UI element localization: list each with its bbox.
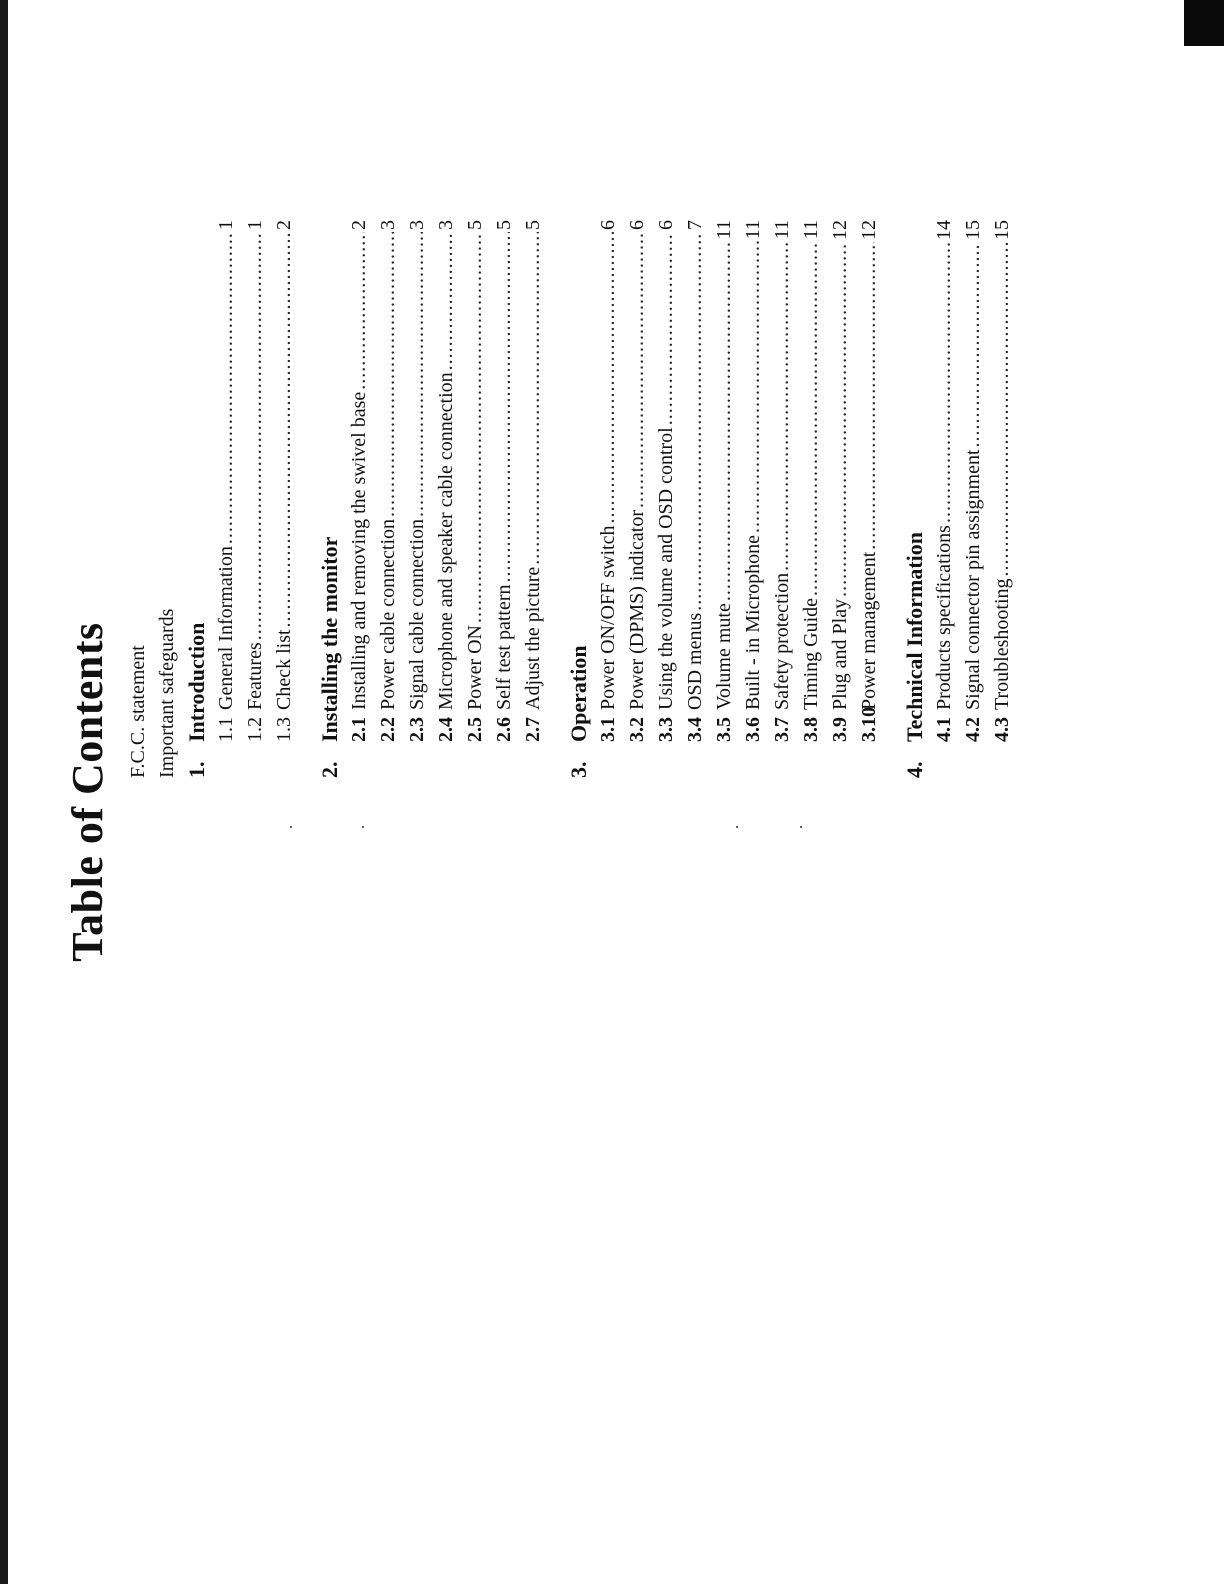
toc-entry[interactable] [519,220,548,778]
entry-number: 3.8 [800,717,822,742]
entry-label: Built - in Microphone [742,535,764,710]
entry-label: Products specifications [933,525,955,710]
entry-number: 4.2 [962,717,984,742]
entry-label: OSD menus [684,612,706,710]
entry-number: 1.2 [244,717,266,742]
entry-label: Adjust the picture [522,566,544,710]
entry-page-number: 15 [991,220,1013,240]
dot-leader [623,232,652,508]
toc-preface-entry[interactable] [153,220,182,778]
entry-label: Self test pattern [493,584,515,710]
dot-leader [461,232,490,623]
toc-entry[interactable] [270,220,299,778]
entry-page-number: 1 [215,220,237,230]
dot-leader [519,232,548,565]
entry-page-number: 5 [464,220,486,230]
section-gap [884,220,900,778]
page-title: Table of Contents [63,622,112,962]
dot-leader [403,232,432,517]
entry-number: 3.4 [684,717,706,742]
toc-entry[interactable] [432,220,461,778]
entry-number: 2.7 [522,717,544,742]
section-number: 1. [184,761,209,778]
entry-page-number: 3 [406,220,428,230]
entry-label: Microphone and speaker cable connection [435,372,457,710]
toc-entry[interactable] [930,220,959,778]
entry-number: 3.10 [858,707,880,742]
entry-label: Volume mute [713,603,735,710]
entry-page-number: 3 [377,220,399,230]
entry-label: Power management [858,551,880,710]
entry-number: 3.5 [713,717,735,742]
dot-leader [855,242,884,550]
entry-number: 4.3 [991,717,1013,742]
toc-preface-entry[interactable] [124,220,153,778]
entry-page-number: 11 [771,220,793,240]
entry-page-number: 12 [858,220,880,240]
toc-entry-label: F.C.C. statement [127,645,149,778]
toc-entry[interactable] [490,220,519,778]
entry-page-number: 7 [684,220,706,230]
entry-number: 2.6 [493,717,515,742]
dot-leader [270,232,299,627]
entry-page-number: 6 [626,220,648,230]
entry-page-number: 12 [829,220,851,240]
section-title: Technical Information [902,531,927,742]
toc-entry[interactable] [681,220,710,778]
entry-label: Power cable connection [377,518,399,710]
entry-number: 3.9 [829,717,851,742]
entry-page-number: 14 [933,220,955,240]
dot-leader [681,232,710,611]
section-number: 4. [902,761,927,778]
entry-number: 1.1 [215,717,237,742]
entry-number: 3.6 [742,717,764,742]
dot-leader [241,232,270,640]
entry-page-number: 2 [348,220,370,230]
entry-label: Safety protection [771,572,793,710]
section-number: 2. [317,761,342,778]
dot-leader [826,242,855,597]
toc-entry[interactable] [241,220,270,778]
entry-number: 3.7 [771,717,793,742]
section-gap [548,220,564,778]
toc-entry[interactable] [797,220,826,778]
toc-entry[interactable] [988,220,1017,778]
toc-entry-label: Important safeguards [156,608,178,778]
dot-leader [797,241,826,596]
toc-entry[interactable] [855,220,884,778]
dot-leader [988,242,1017,576]
toc-entry[interactable] [461,220,490,778]
dot-leader [710,241,739,601]
entry-label: Check list [273,629,295,710]
dot-leader [212,232,241,544]
entry-number: 2.5 [464,717,486,742]
toc-section-heading[interactable] [182,220,212,778]
entry-number: 3.3 [655,717,677,742]
dot-leader [432,232,461,370]
entry-page-number: 3 [435,220,457,230]
entry-label: Timing Guide [800,597,822,710]
entry-page-number: 6 [597,220,619,230]
entry-label: Signal connector pin assignment [962,449,984,710]
entry-page-number: 5 [522,220,544,230]
entry-page-number: 6 [655,220,677,230]
toc-entry[interactable] [623,220,652,778]
entry-label: Plug and Play [829,598,851,710]
dot-leader [490,232,519,582]
entry-number: 2.4 [435,717,457,742]
entry-page-number: 5 [493,220,515,230]
toc-entry[interactable] [212,220,241,778]
toc-entry[interactable] [374,220,403,778]
entry-label: Using the volume and OSD control [655,427,677,710]
toc-entry[interactable] [739,220,768,778]
entry-label: Power ON [464,625,486,710]
toc-entry[interactable] [959,220,988,778]
entry-label: Features [244,642,266,710]
dot-leader [768,241,797,571]
toc-section-heading[interactable] [315,220,345,778]
dot-leader [374,232,403,517]
entry-page-number: 11 [713,220,735,240]
dot-leader [594,232,623,524]
entry-page-number: 15 [962,220,984,240]
entry-number: 3.2 [626,717,648,742]
toc-entry[interactable] [345,220,374,778]
toc-entry[interactable] [710,220,739,778]
section-title: Installing the monitor [317,536,342,742]
dot-leader [739,241,768,533]
entry-label: General Information [215,546,237,710]
dot-leader [959,242,988,447]
entry-page-number: 1 [244,220,266,230]
section-title: Operation [566,645,591,742]
entry-label: Power ON/OFF switch [597,525,619,710]
toc-entry[interactable] [403,220,432,778]
entry-number: 4.1 [933,717,955,742]
entry-page-number: 2 [273,220,295,230]
dot-leader [652,232,681,425]
dot-leader [345,232,374,390]
toc-section-heading[interactable] [900,220,930,778]
entry-page-number: 11 [742,220,764,240]
section-gap [299,220,315,778]
section-title: Introduction [184,622,209,742]
entry-number: 2.1 [348,717,370,742]
entry-label: Installing and removing the swivel base [348,391,370,710]
entry-label: Power (DPMS) indicator [626,510,648,710]
entry-number: 3.1 [597,717,619,742]
toc-entry[interactable] [652,220,681,778]
entry-label: Signal cable connection [406,518,428,710]
toc-entry[interactable] [768,220,797,778]
toc-entry[interactable] [594,220,623,778]
toc-section-heading[interactable] [564,220,594,778]
entry-number: 2.3 [406,717,428,742]
toc-list [124,220,1017,778]
section-number: 3. [566,761,591,778]
entry-number: 2.2 [377,717,399,742]
entry-number: 1.3 [273,717,295,742]
entry-page-number: 11 [800,220,822,240]
entry-label: Troubleshooting [991,578,1013,710]
toc-entry[interactable] [826,220,855,778]
dot-leader [930,242,959,523]
